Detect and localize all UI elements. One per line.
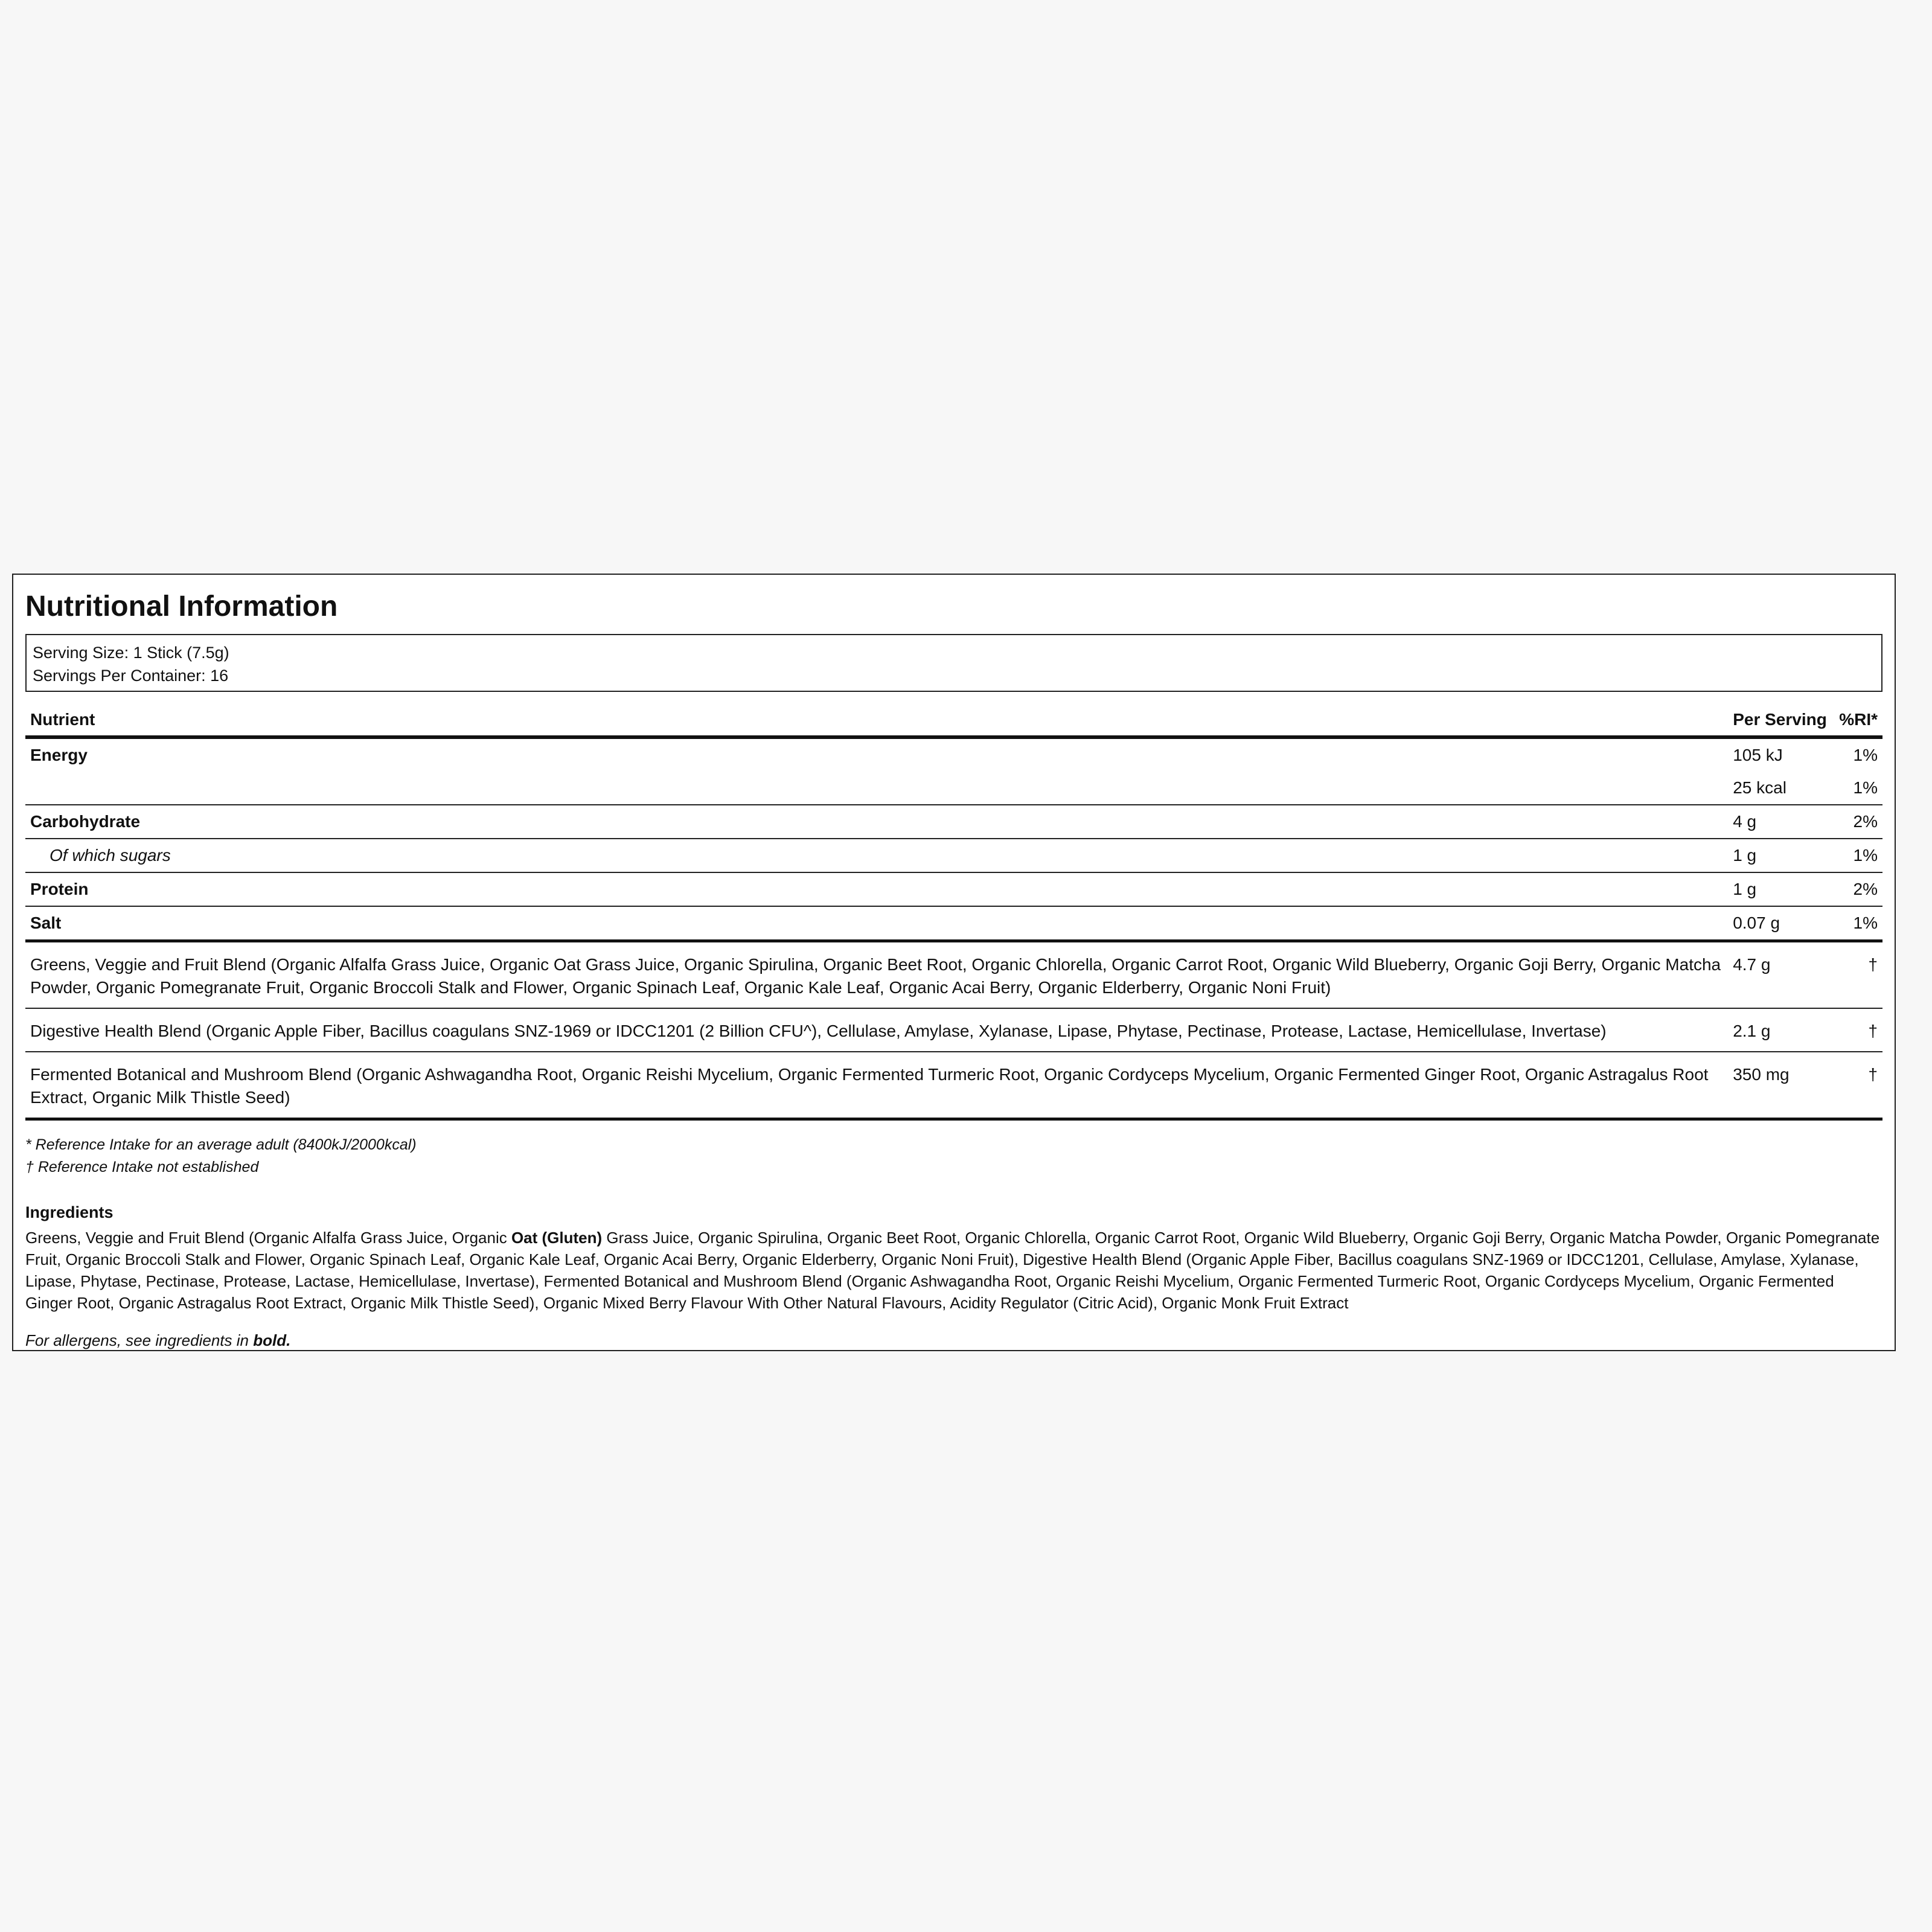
ingredients-text [25,1227,1882,1314]
servings-per-container: Servings Per Container: 16 [33,667,229,685]
nutrient-ri: 1% [1853,746,1878,764]
table-header-row [25,704,1882,737]
table-row-protein [25,872,1882,906]
nutrition-table [25,704,1882,1121]
blend-value: 2.1 g [1728,1008,1834,1052]
nutrient-value: 25 kcal [1728,772,1834,805]
nutrient-ri: 1% [1834,906,1882,941]
nutrient-ri: 2% [1834,805,1882,839]
header-nutrient: Nutrient [25,704,1728,737]
nutrient-ri: 1% [1834,839,1882,872]
nutrient-value: 4 g [1728,805,1834,839]
nutrient-name: Carbohydrate [25,805,1728,839]
allergen-note [25,1329,1882,1351]
table-row-digestive-blend [25,1008,1882,1052]
nutrition-panel [12,574,1896,1351]
nutrient-name: Protein [25,872,1728,906]
table-row-energy-kcal [25,772,1882,805]
table-row-sugars [25,839,1882,872]
nutrient-ri: 1% [1834,772,1882,805]
nutrient-name: Energy [30,746,88,764]
table-row-energy-kj [25,737,1882,772]
serving-size: Serving Size: 1 Stick (7.5g) [33,644,229,662]
blend-ri: † [1834,1052,1882,1119]
ingredients-part-1: Greens, Veggie and Fruit Blend (Organic Alfalfa Grass Juice, Organic [25,1229,511,1247]
blend-value: 350 mg [1728,1052,1834,1119]
nutrient-value: 0.07 g [1728,906,1834,941]
ri-footnote: * Reference Intake for an average adult (8400kJ/2000kcal) [25,1136,417,1153]
table-row-fermented-blend [25,1052,1882,1119]
table-row-carbohydrate [25,805,1882,839]
footnotes [25,1134,1882,1179]
nutrient-ri: 2% [1834,872,1882,906]
nutrient-value: 105 kJ [1733,746,1783,764]
header-ri: %RI* [1834,704,1882,737]
dagger-footnote: † Reference Intake not established [25,1159,259,1176]
nutrient-name: Of which sugars [25,839,1728,872]
nutrient-value: 1 g [1728,872,1834,906]
table-row-salt [25,906,1882,941]
header-per-serving: Per Serving [1728,704,1834,737]
nutrient-name [25,772,1728,805]
table-row-greens-blend [25,941,1882,1009]
allergen-note-bold: bold. [253,1331,291,1349]
blend-name: Fermented Botanical and Mushroom Blend (Organic Ashwagandha Root, Organic Reishi Mycelium, Organic Fermented Turmeric Root, Organic Cordyceps Mycelium, Organic Fermented Ginger Root, Organic Astragalus Root Extract, Organic Milk Thistle Seed) [25,1052,1728,1119]
allergen-note-prefix: For allergens, see ingredients in [25,1331,254,1349]
ingredients-title: Ingredients [25,1203,114,1221]
blend-ri: † [1834,1008,1882,1052]
ingredients-part-2: Grass Juice, Organic Spirulina, Organic Beet Root, Organic Chlorella, Organic Carrot Root, Organic Wild Blueberry, Organic Goji Berry, Organic Matcha Powder, Organic Pomegranate Fruit, Organic Broccoli Stalk and Flower, Organic Spinach Leaf, Organic Kale Leaf, Organic Acai Berry, Organic Elderberry, Organic Noni Fruit), Digestive Health Blend (Organic Apple Fiber, Bacillus coagulans SNZ-1969 or IDCC1201, Cellulase, Amylase, Xylanase, Lipase, Phytase, Pectinase, Protease, Lactase, Hemicellulase, Invertase), Fermented Botanical and Mushroom Blend (Organic Ashwagandha Root, Organic Reishi Mycelium, Organic Fermented Turmeric Root, Organic Cordyceps Mycelium, Organic Fermented Ginger Root, Organic Astragalus Root Extract, Organic Milk Thistle Seed), Organic Mixed Berry Flavour With Other Natural Flavours, Acidity Regulator (Citric Acid), Organic Monk Fruit Extract [25,1229,1880,1312]
nutrient-value: 1 g [1728,839,1834,872]
blend-name: Digestive Health Blend (Organic Apple Fiber, Bacillus coagulans SNZ-1969 or IDCC1201 (2 Billion CFU^), Cellulase, Amylase, Xylanase, Lipase, Phytase, Pectinase, Protease, Lactase, Hemicellulase, Invertase) [25,1008,1728,1052]
page-title: Nutritional Information [25,590,338,622]
nutrient-name: Salt [25,906,1728,941]
blend-value: 4.7 g [1728,941,1834,1009]
blend-ri: † [1834,941,1882,1009]
serving-info [25,634,1882,692]
blend-name: Greens, Veggie and Fruit Blend (Organic Alfalfa Grass Juice, Organic Oat Grass Juice, Organic Spirulina, Organic Beet Root, Organic Chlorella, Organic Carrot Root, Organic Wild Blueberry, Organic Goji Berry, Organic Matcha Powder, Organic Pomegranate Fruit, Organic Broccoli Stalk and Flower, Organic Spinach Leaf, Organic Kale Leaf, Organic Acai Berry, Organic Elderberry, Organic Noni Fruit) [25,941,1728,1009]
allergen-oat: Oat (Gluten) [511,1229,603,1247]
